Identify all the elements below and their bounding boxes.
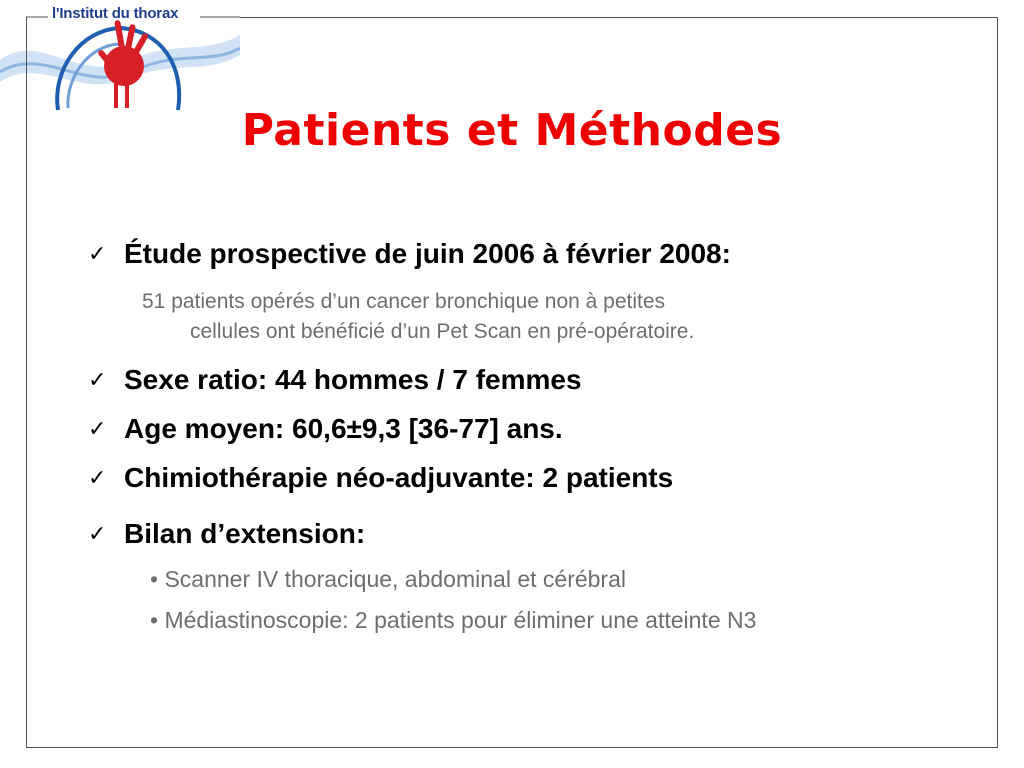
bullet-text: Sexe ratio: 44 hommes / 7 femmes — [124, 364, 582, 395]
bullet-staging — [88, 518, 365, 550]
checkmark-icon: ✓ — [88, 522, 107, 547]
bullet-text: Chimiothérapie néo-adjuvante: 2 patients — [124, 462, 674, 493]
bullet-mean-age — [88, 413, 563, 445]
detail-line-1: 51 patients opérés d’un cancer bronchique non à petites — [142, 290, 666, 313]
detail-line-2: cellules ont bénéficié d’un Pet Scan en pré-opératoire. — [190, 320, 695, 343]
slide-title: Patients et Méthodes — [241, 105, 783, 156]
bullet-chemotherapy — [88, 462, 673, 494]
institute-logo — [0, 0, 240, 112]
bullet-text: Étude prospective de juin 2006 à février 2008: — [124, 238, 731, 269]
bullet-sex-ratio — [88, 364, 582, 396]
checkmark-icon: ✓ — [88, 466, 107, 491]
logo-text: l'Institut du thorax — [52, 5, 179, 22]
bullet-study-period — [88, 238, 731, 270]
bullet-text: Age moyen: 60,6±9,3 [36-77] ans. — [124, 413, 563, 444]
checkmark-icon: ✓ — [88, 242, 107, 267]
study-detail-paragraph — [142, 287, 902, 347]
sub-item-scanner: • Scanner IV thoracique, abdominal et cérébral — [150, 566, 626, 592]
checkmark-icon: ✓ — [88, 417, 107, 442]
bullet-text: Bilan d’extension: — [124, 518, 366, 549]
sub-item-mediastinoscopy: • Médiastinoscopie: 2 patients pour éliminer une atteinte N3 — [150, 607, 757, 633]
checkmark-icon: ✓ — [88, 368, 107, 393]
